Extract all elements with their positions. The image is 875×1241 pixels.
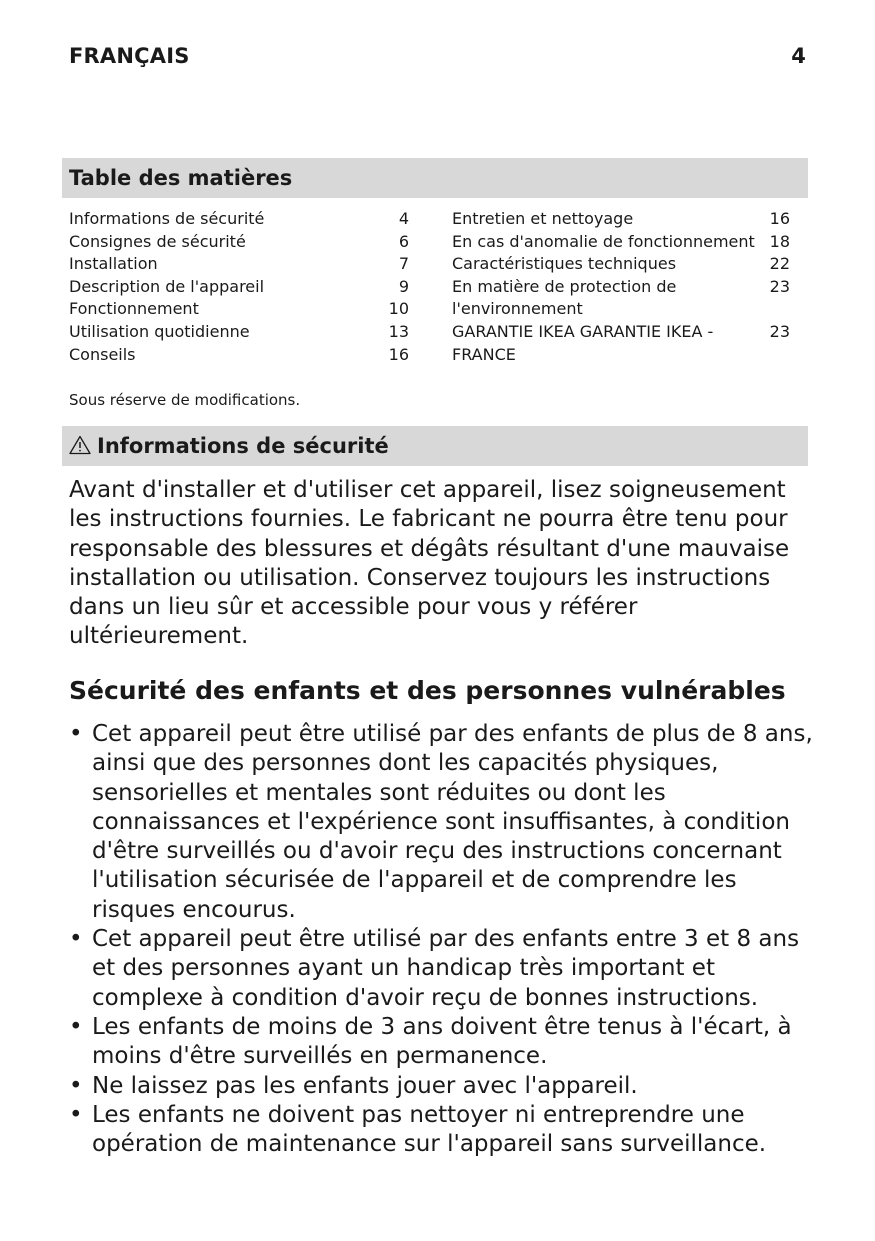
toc-entry[interactable] bbox=[452, 321, 790, 366]
safety-title: Informations de sécurité bbox=[97, 434, 389, 458]
list-item-text: Ne laissez pas les enfants jouer avec l'appareil. bbox=[92, 1072, 638, 1099]
toc-entry-page: 16 bbox=[388, 344, 409, 364]
toc-entry[interactable] bbox=[452, 276, 790, 321]
safety-intro-paragraph: Avant d'installer et d'utiliser cet appareil, lisez soigneusement les instructions fournies. Le fabricant ne pourra être tenu pour responsable des blessures et dégâts résultant d'une mauvaise installation ou utilisation. Conservez toujours les instructions dans un lieu sûr et accessible pour vous y référer ultérieurement. bbox=[69, 477, 790, 650]
bullet-dot-icon: • bbox=[69, 721, 83, 747]
toc-entry-title: Consignes de sécurité bbox=[69, 231, 246, 251]
toc-entry[interactable] bbox=[69, 276, 409, 299]
toc-entry-title: Utilisation quotidienne bbox=[69, 321, 250, 341]
modification-note: Sous réserve de modifications. bbox=[69, 391, 301, 409]
children-safety-heading: Sécurité des enfants et des personnes vulnérables bbox=[69, 676, 786, 705]
toc-heading-bar bbox=[62, 158, 808, 198]
toc-entry[interactable] bbox=[69, 253, 409, 276]
toc-entry[interactable] bbox=[69, 298, 409, 321]
toc-entry[interactable] bbox=[452, 231, 790, 254]
toc-entry-title: Caractéristiques techniques bbox=[452, 254, 677, 274]
children-safety-list bbox=[69, 720, 814, 1159]
list-item bbox=[69, 925, 814, 1013]
toc-entry-title: Entretien et nettoyage bbox=[452, 209, 634, 228]
toc-entry-title: Conseils bbox=[69, 344, 136, 364]
toc-entry[interactable] bbox=[69, 208, 409, 231]
toc-entry-title: GARANTIE IKEA GARANTIE IKEA - FRANCE bbox=[452, 321, 714, 364]
list-item bbox=[69, 720, 814, 925]
toc-entry[interactable] bbox=[69, 231, 409, 254]
toc-entry-page: 23 bbox=[769, 321, 790, 341]
language-label: FRANÇAIS bbox=[69, 44, 190, 68]
bullet-dot-icon: • bbox=[69, 1072, 83, 1099]
toc-entry-page: 22 bbox=[769, 254, 790, 274]
list-item bbox=[69, 1013, 814, 1072]
toc-entry-page: 7 bbox=[398, 254, 409, 274]
toc-entry-page: 13 bbox=[388, 321, 409, 341]
toc-entry[interactable] bbox=[452, 253, 790, 276]
toc-entry-title: En matière de protection de l'environnement bbox=[452, 276, 677, 319]
page-number: 4 bbox=[791, 44, 806, 68]
warning-triangle-icon bbox=[69, 435, 91, 455]
toc-entry-page: 9 bbox=[398, 276, 409, 296]
toc-left-column bbox=[69, 208, 409, 366]
toc-entry-page: 18 bbox=[769, 231, 790, 251]
toc-entry-page: 6 bbox=[398, 231, 409, 251]
list-item bbox=[69, 1101, 814, 1160]
list-item-text: Les enfants ne doivent pas nettoyer ni entreprendre une opération de maintenance sur l'appareil sans surveillance. bbox=[92, 1101, 767, 1158]
toc-right-column bbox=[452, 208, 790, 366]
list-item-text: Cet appareil peut être utilisé par des enfants entre 3 et 8 ans et des personnes ayant un handicap très important et complexe à condition d'avoir reçu de bonnes instructions. bbox=[92, 926, 800, 1011]
toc-entry-title: Installation bbox=[69, 254, 158, 274]
toc-entry-title: Fonctionnement bbox=[69, 299, 199, 319]
bullet-dot-icon: • bbox=[69, 1101, 83, 1128]
list-item-text: Les enfants de moins de 3 ans doivent être tenus à l'écart, à moins d'être surveillés en permanence. bbox=[92, 1013, 792, 1070]
toc-entry-title: Informations de sécurité bbox=[69, 209, 265, 228]
toc-entry-page: 16 bbox=[769, 209, 790, 228]
toc-title: Table des matières bbox=[69, 166, 293, 190]
list-item bbox=[69, 1072, 814, 1101]
toc-entry-title: En cas d'anomalie de fonctionnement bbox=[452, 231, 755, 251]
toc-entry[interactable] bbox=[69, 321, 409, 344]
bullet-dot-icon: • bbox=[69, 926, 83, 953]
bullet-dot-icon: • bbox=[69, 1013, 83, 1040]
toc-entry[interactable] bbox=[452, 208, 790, 231]
safety-heading-bar bbox=[62, 426, 808, 466]
list-item-text: Cet appareil peut être utilisé par des enfants de plus de 8 ans, ainsi que des personnes dont les capacités physiques, sensorielles et mentales sont réduites ou dont les connaissances et l'expérience sont insuffisantes, à condition d'être surveillés ou d'avoir reçu des instructions concernant l'utilisation sécurisée de l'appareil et de comprendre les risques encourus. bbox=[92, 721, 813, 923]
toc-entry-page: 23 bbox=[769, 276, 790, 296]
toc-entry-page: 10 bbox=[388, 299, 409, 319]
toc-entry[interactable] bbox=[69, 344, 409, 367]
toc-entry-page: 4 bbox=[398, 209, 409, 228]
toc-entry-title: Description de l'appareil bbox=[69, 276, 265, 296]
